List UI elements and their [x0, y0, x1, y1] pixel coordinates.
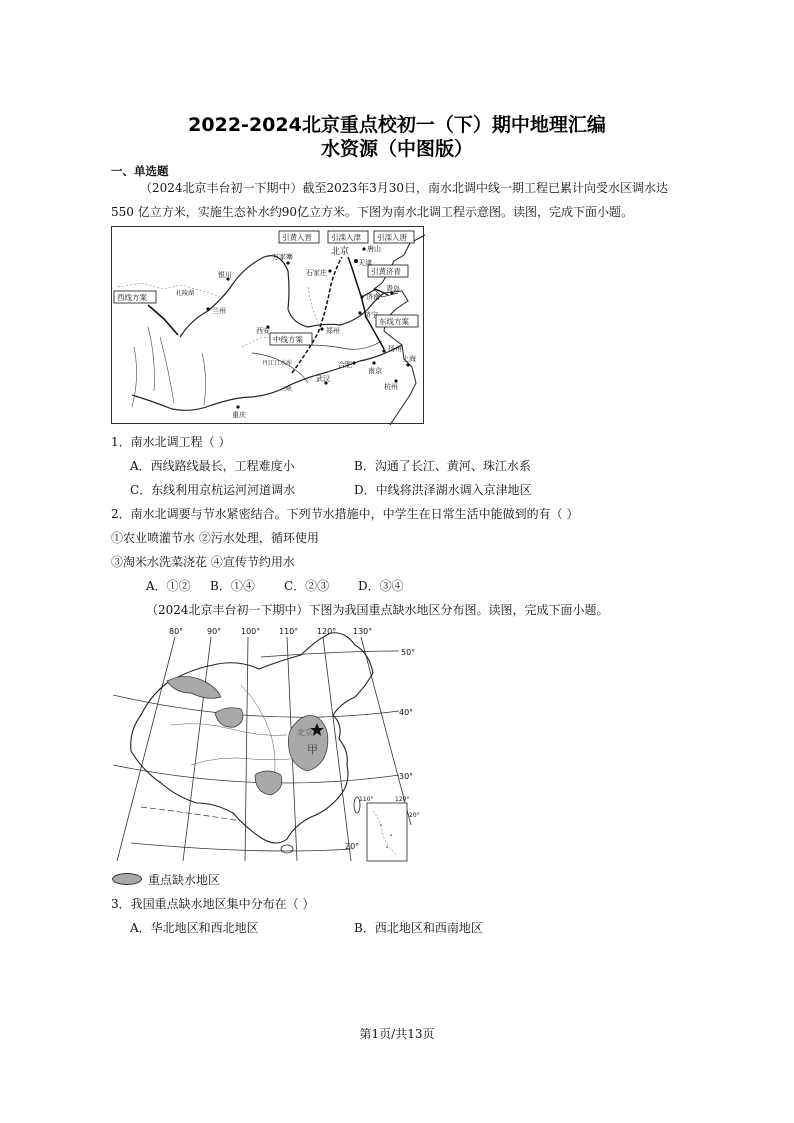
label-yinluan-jin: 引滦入津	[331, 233, 361, 242]
city-dot-lanzhou	[206, 307, 209, 310]
lon-label-120: 120°	[317, 627, 337, 636]
city-label-shijiazhuang: 石家庄	[306, 269, 327, 277]
city-label-xian: 西安	[256, 327, 270, 335]
city-label-nanjing: 南京	[368, 367, 382, 375]
yellow-river	[180, 256, 384, 337]
city-dot-chongqing	[236, 405, 239, 408]
city-label-yangzhou: 扬州	[388, 345, 402, 353]
water-diversion-map	[111, 226, 424, 424]
lat-label-50: 50°	[401, 648, 416, 657]
han-river	[252, 353, 308, 383]
q1-option-b[interactable]: B．沟通了长江、黄河、珠江水系	[354, 459, 531, 473]
q2-stem: 2．南水北调要与节水紧密结合。下列节水措施中，中学生在日常生活中能做到的有（ ）	[111, 507, 579, 521]
parallel-50	[261, 651, 399, 657]
city-dot-yangzhou	[382, 349, 385, 352]
border-3	[308, 287, 318, 323]
city-dot-wanjiazhai	[286, 261, 289, 264]
inset-island-3	[386, 846, 388, 848]
q1-stem: 1．南水北调工程（ ）	[111, 435, 231, 449]
water-scarcity-map-svg	[111, 625, 424, 865]
legend-label: 重点缺水地区	[148, 873, 221, 887]
river-west-2	[160, 337, 174, 403]
meridian-90	[183, 637, 211, 861]
lon-label-130: 130°	[353, 627, 373, 636]
lon-label-110: 110°	[279, 627, 299, 636]
region-mark-jia: 甲	[307, 743, 318, 756]
label-sanxia: 三峡	[280, 386, 293, 393]
label-yinhuang-jin: 引黄入晋	[282, 233, 312, 242]
city-label-jinan: 济南	[366, 293, 380, 301]
inset-island-2	[390, 834, 392, 836]
doc-title: 2022-2024北京重点校初一（下）期中地理汇编	[188, 114, 606, 136]
inset-lat-20: 20°	[409, 812, 420, 819]
city-label-beijing-map2: 北京	[297, 728, 313, 737]
label-middle-route: 中线方案	[273, 335, 303, 344]
city-dot-hefei	[352, 361, 355, 364]
q2-items-line-2: ③淘米水洗菜浇花 ④宣传节约用水	[111, 555, 295, 569]
parallel-40	[113, 695, 399, 717]
label-west-route: 西线方案	[117, 293, 147, 302]
q1-option-a[interactable]: A．西线路线最长，工程难度小	[130, 459, 295, 473]
hainan-island	[281, 845, 293, 853]
city-label-tangshan: 唐山	[367, 245, 381, 253]
scarce-region-northwest	[167, 676, 221, 698]
city-label-zhengzhou: 郑州	[326, 327, 340, 335]
river-west-4	[132, 347, 137, 407]
intro-1-line-2: 550 亿立方米，实施生态补水约90亿立方米。下图为南水北调工程示意图。读图，完成下面小题。	[111, 205, 633, 219]
city-label-qingdao: 青岛	[386, 285, 400, 293]
city-dot-zhengzhou	[320, 327, 323, 330]
intro-1-line-1: （2024北京丰台初一下期中）截至2023年3月30日，南水北调中线一期工程已累计向受水区调水达	[140, 181, 668, 195]
label-zhamulake: 扎陵湖	[176, 290, 195, 297]
label-east-route: 东线方案	[379, 317, 409, 326]
river-west-3	[202, 353, 206, 405]
inset-lon-120: 120°	[395, 796, 410, 803]
scarce-region-hexi	[215, 708, 243, 728]
q3-option-b[interactable]: B．西北地区和西南地区	[354, 921, 483, 935]
lat-label-30: 30°	[399, 772, 414, 781]
lon-label-100: 100°	[241, 627, 261, 636]
city-label-lanzhou: 兰州	[212, 307, 226, 315]
city-label-chongqing: 重庆	[232, 411, 246, 419]
q2-option-d[interactable]: D．③④	[358, 579, 404, 593]
q2-option-b[interactable]: B．①④	[210, 579, 255, 593]
q2-option-a[interactable]: A．①②	[146, 579, 191, 593]
parallel-20	[131, 843, 351, 851]
intro-2: （2024北京丰台初一下期中）下图为我国重点缺水地区分布图。读图，完成下面小题。	[146, 603, 609, 617]
city-label-tianjin: 天津	[358, 259, 372, 267]
label-danjiangkou: 丹江口水库	[262, 360, 293, 367]
label-yinluan-tang: 引滦入唐	[377, 233, 407, 242]
page-footer: 第1页/共13页	[359, 1027, 435, 1041]
city-label-shanghai: 上海	[402, 355, 416, 363]
water-scarcity-map	[111, 625, 424, 865]
scarce-region-sichuan	[255, 771, 282, 795]
city-dot-shijiazhuang	[328, 269, 331, 272]
q2-option-c[interactable]: C．②③	[284, 579, 330, 593]
south-china-sea-inset	[367, 803, 407, 861]
city-dot-jinan	[360, 295, 363, 298]
city-dot-nanjing	[372, 361, 375, 364]
lat-label-20: 20°	[345, 842, 360, 851]
q2-items-line-1: ①农业喷灌节水 ②污水处理，循环使用	[111, 531, 319, 545]
yangtze-river	[132, 345, 402, 410]
city-label-jining: 济宁	[364, 311, 378, 319]
section-heading: 一、单选题	[111, 164, 169, 178]
huai-river	[308, 341, 382, 349]
city-dot-shanghai	[406, 363, 409, 366]
q3-stem: 3．我国重点缺水地区集中分布在（ ）	[111, 897, 315, 911]
coastline	[374, 235, 425, 425]
city-dot-jining	[358, 311, 361, 314]
city-label-hefei: 合肥	[338, 361, 352, 369]
meridian-80	[117, 637, 175, 861]
lat-label-40: 40°	[399, 708, 414, 717]
china-outline	[131, 633, 373, 843]
water-diversion-map-svg	[112, 227, 425, 425]
city-label-beijing: 北京	[331, 247, 350, 257]
inset-lon-110: 110°	[359, 796, 374, 803]
q3-option-a[interactable]: A．华北地区和西北地区	[130, 921, 259, 935]
q1-option-d[interactable]: D．中线将洪泽湖水调入京津地区	[354, 483, 532, 497]
legend-swatch	[112, 873, 142, 885]
river-west-1	[148, 327, 154, 391]
city-dot-tangshan	[362, 247, 365, 250]
city-label-yinchuan: 银川	[218, 271, 232, 279]
west-route-line	[148, 305, 178, 335]
label-yinhuang-jiqing: 引黄济青	[371, 267, 401, 276]
city-label-wanjiazhai: 万家寨	[272, 253, 293, 261]
lon-label-90: 90°	[207, 627, 222, 636]
doc-subtitle: 水资源（中图版）	[320, 138, 473, 160]
inset-island-1	[380, 824, 382, 826]
lon-label-80: 80°	[169, 627, 184, 636]
city-label-hangzhou: 杭州	[384, 383, 398, 391]
q1-option-c[interactable]: C．东线利用京杭运河河道调水	[130, 483, 296, 497]
city-label-wuhan: 武汉	[316, 375, 330, 383]
